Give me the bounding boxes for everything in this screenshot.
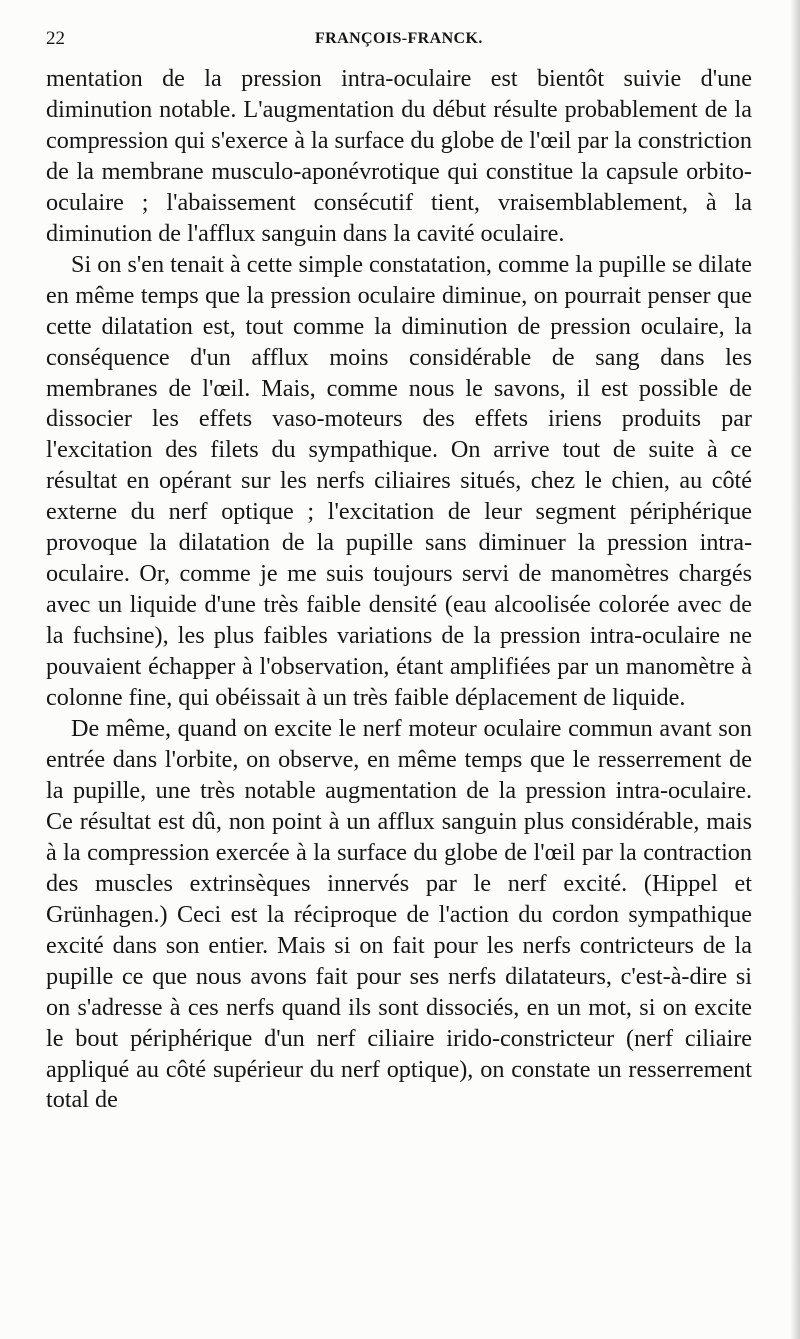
paragraph-2: Si on s'en tenait à cette simple constatation, comme la pupille se dilate en même temps que la pression oculaire diminue, on pourrait penser que cette dilatation est, tout comme la diminution de pression oculaire, la conséquence d'un afflux moins considérable de sang dans les membranes de l'œil. Mais, comme nous le savons, il est possible de dissocier les effets vaso-moteurs des effets iriens produits par l'excitation des filets du sympathique. On arrive tout de suite à ce résultat en opérant sur les nerfs ciliaires situés, chez le chien, au côté externe du nerf optique ; l'excitation de leur segment périphérique provoque la dilatation de la pupille sans diminuer la pression intra-oculaire. Or, comme je me suis toujours servi de manomètres chargés avec un liquide d'une très faible densité (eau alcoolisée colorée avec de la fuchsine), les plus faibles variations de la pression intra-oculaire ne pouvaient échapper à l'observation, étant amplifiées par un manomètre à colonne fine, qui obéissait à un très faible déplacement de liquide.: [46, 250, 752, 712]
page-number: 22: [46, 28, 65, 49]
page-edge-shadow: [790, 0, 800, 1339]
paragraph-3: De même, quand on excite le nerf moteur oculaire commun avant son entrée dans l'orbite, on observe, en même temps que le resserrement de la pupille, une très notable augmentation de la pression intra-oculaire. Ce résultat est dû, non point à un afflux sanguin plus considérable, mais à la compression exercée à la surface du globe de l'œil par la contraction des muscles extrinsèques innervés par le nerf excité. (Hippel et Grünhagen.) Ceci est la réciproque de l'action du cordon sympathique excité dans son entier. Mais si on fait pour les nerfs contricteurs de la pupille ce que nous avons fait pour ses nerfs dilatateurs, c'est-à-dire si on s'adresse à ces nerfs quand ils sont dissociés, en un mot, si on excite le bout périphérique d'un nerf ciliaire irido-constricteur (nerf ciliaire appliqué au côté supérieur du nerf optique), on constate un resserrement total de: [46, 715, 752, 1114]
running-head: FRANÇOIS-FRANCK.: [315, 30, 483, 47]
page-header: [46, 22, 752, 52]
body-text: [46, 64, 752, 1116]
paragraph-1: mentation de la pression intra-oculaire est bientôt suivie d'une diminution notable. L'augmentation du début résulte probablement de la compression qui s'exerce à la surface du globe de l'œil par la constriction de la membrane musculo-aponévrotique qui constitue la capsule orbito-oculaire ; l'abaissement consécutif tient, vraisemblablement, à la diminution de l'afflux sanguin dans la cavité oculaire.: [46, 65, 752, 247]
